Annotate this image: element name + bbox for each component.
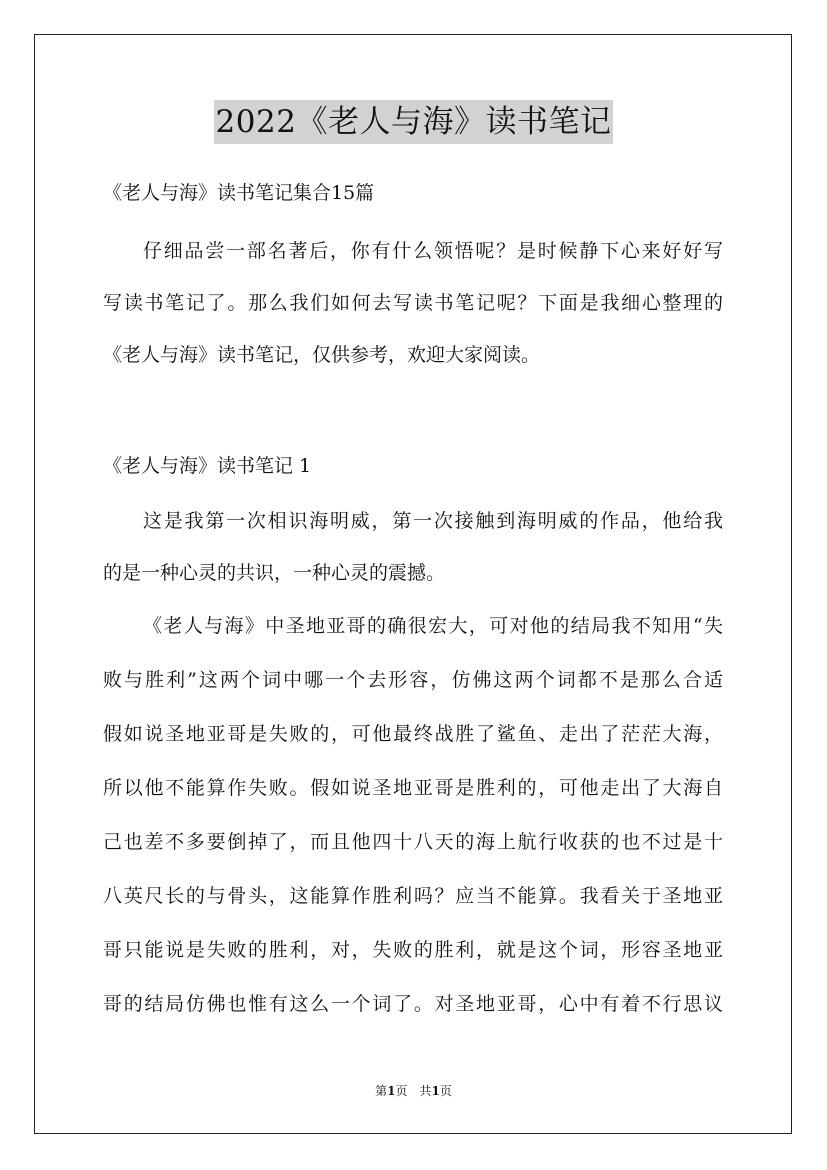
title-block [0,100,827,144]
footer-mid: 页 共 [395,1084,432,1098]
paragraph-line: 八英尺长的与骨头，这能算作胜利吗？应当不能算。我看关于圣地亚 [103,885,723,907]
footer-prefix: 第 [375,1084,388,1098]
document-title: 2022《老人与海》读书笔记 [214,100,614,144]
paragraph-line: 哥只能说是失败的胜利，对，失败的胜利，就是这个词，形容圣地亚 [103,939,723,961]
footer-page-total: 1 [431,1084,440,1098]
intro-line: 仔细品尝一部名著后，你有什么领悟呢？是时候静下心来好好写 [143,240,723,262]
paragraph-line: 《老人与海》中圣地亚哥的确很宏大，可对他的结局我不知用“失 [143,615,723,637]
section-heading: 《老人与海》读书笔记 1 [103,455,312,477]
paragraph-line: 己也差不多要倒掉了，而且他四十八天的海上航行收获的也不过是十 [103,831,723,853]
footer-suffix: 页 [439,1084,452,1098]
paragraph-line: 哥的结局仿佛也惟有这么一个词了。对圣地亚哥，心中有着不行思议 [103,993,723,1015]
footer-page-current: 1 [387,1084,396,1098]
paragraph-line: 假如说圣地亚哥是失败的，可他最终战胜了鲨鱼、走出了茫茫大海， [103,723,723,745]
document-subtitle: 《老人与海》读书笔记集合15篇 [103,182,375,204]
paragraph-line: 这是我第一次相识海明威，第一次接触到海明威的作品，他给我 [143,510,723,532]
intro-line: 写读书笔记了。那么我们如何去写读书笔记呢？下面是我细心整理的 [103,292,723,314]
paragraph-line: 所以他不能算作失败。假如说圣地亚哥是胜利的，可他走出了大海自 [103,777,723,799]
paragraph-line: 败与胜利”这两个词中哪一个去形容，仿佛这两个词都不是那么合适 [103,669,723,691]
paragraph-line: 的是一种心灵的共识，一种心灵的震撼。 [103,562,446,584]
intro-line: 《老人与海》读书笔记，仅供参考，欢迎大家阅读。 [103,344,541,366]
page-footer [0,1083,827,1099]
